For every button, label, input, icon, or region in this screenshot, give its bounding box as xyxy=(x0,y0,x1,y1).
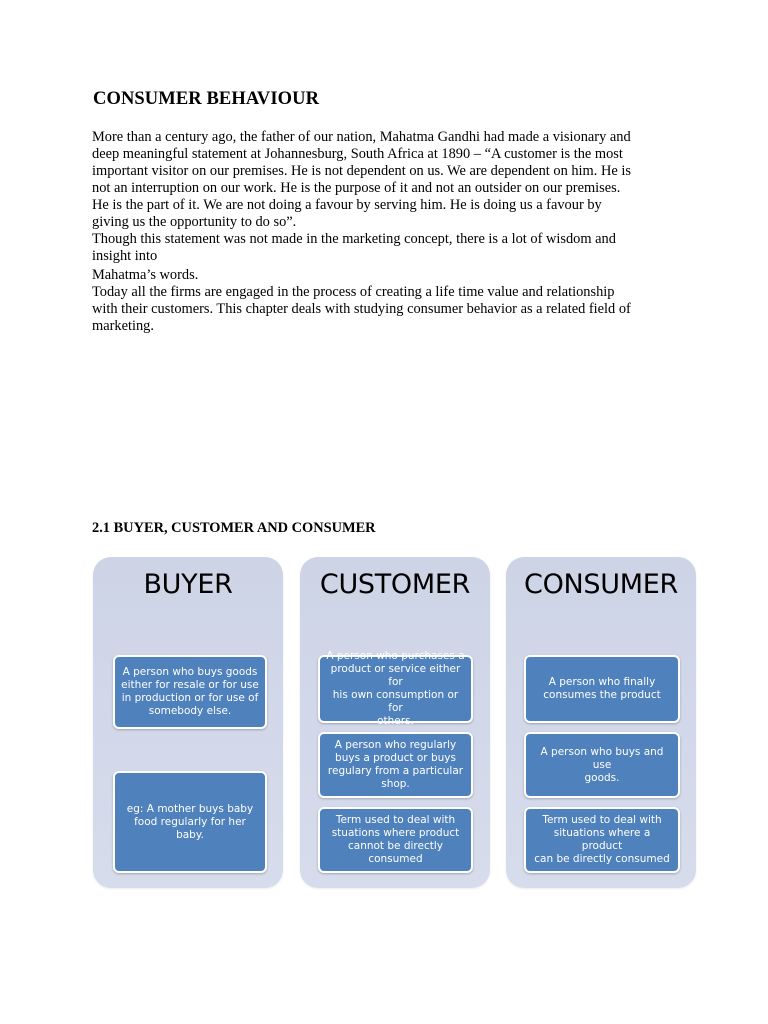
consumer-buys-card xyxy=(524,732,680,798)
card-line: somebody else. xyxy=(148,705,232,717)
consumer-panel-title: CONSUMER xyxy=(524,569,678,600)
customer-regular-card xyxy=(318,732,473,798)
card-line: food regularly for her baby. xyxy=(134,815,246,841)
card-line: stuations where product xyxy=(331,827,460,839)
paragraph-line: marketing. xyxy=(92,318,154,334)
buyer-panel-title: BUYER xyxy=(143,569,233,600)
paragraph-line: Though this statement was not made in the marketing concept, there is a lot of wisdom and xyxy=(92,231,616,247)
card-line: Term used to deal with xyxy=(335,814,456,826)
card-line: A person who regularly xyxy=(334,739,457,751)
customer-term-card xyxy=(318,807,473,873)
paragraph-line: not an interruption on our work. He is the purpose of it and not an outsider on our premises. xyxy=(92,180,621,196)
paragraph-line: Today all the firms are engaged in the process of creating a life time value and relationship xyxy=(92,284,615,300)
paragraph-line: giving us the opportunity to do so”. xyxy=(92,214,297,230)
card-text xyxy=(532,746,672,785)
card-line: A person who finally xyxy=(548,676,656,688)
customer-definition-card xyxy=(318,650,473,727)
consumer-term-card xyxy=(524,807,680,873)
buyer-definition-card xyxy=(113,655,267,729)
consumer-definition-card xyxy=(524,655,680,723)
card-line: Term used to deal with xyxy=(542,814,662,826)
card-line: his own consumption or for xyxy=(332,689,459,714)
paragraph-line: He is the part of it. We are not doing a favour by serving him. He is doing us a favour by xyxy=(92,197,602,213)
card-text xyxy=(121,803,259,842)
buyer-panel xyxy=(93,557,283,888)
card-line: others. xyxy=(377,715,414,727)
card-text xyxy=(532,814,672,866)
card-line: consumes the product xyxy=(543,689,661,701)
consumer-panel xyxy=(506,557,696,888)
card-line: eg: A mother buys baby xyxy=(126,802,254,815)
card-line: regulary from a particular xyxy=(327,765,464,777)
page-title: CONSUMER BEHAVIOUR xyxy=(93,89,320,109)
card-line: consumed xyxy=(368,853,423,865)
card-line: either for resale or for use xyxy=(121,679,259,691)
card-line: goods. xyxy=(584,771,620,784)
card-line: product or service either for xyxy=(330,663,461,688)
paragraph-line: deep meaningful statement at Johannesburg, South Africa at 1890 – “A customer is the most xyxy=(92,146,623,162)
card-line: buys a product or buys xyxy=(335,752,456,764)
customer-panel-title: CUSTOMER xyxy=(319,569,471,600)
card-text xyxy=(121,666,259,718)
card-text xyxy=(328,739,463,791)
customer-panel xyxy=(300,557,490,888)
paragraph-line: insight into xyxy=(92,248,158,264)
paragraph-line: Mahatma’s words. xyxy=(92,267,199,283)
section-heading: 2.1 BUYER, CUSTOMER AND CONSUMER xyxy=(92,520,376,536)
intro-paragraph xyxy=(92,129,692,335)
card-line: in production or for use of xyxy=(121,692,259,704)
card-text xyxy=(543,676,660,702)
card-line: A person who purchases a xyxy=(326,650,465,662)
card-text xyxy=(332,814,460,866)
card-line: A person who buys and use xyxy=(540,745,664,771)
card-line: shop. xyxy=(381,778,410,790)
buyer-example-card xyxy=(113,771,267,873)
card-text xyxy=(326,650,465,728)
paragraph-line: with their customers. This chapter deals with studying consumer behavior as a related field of xyxy=(92,301,631,317)
card-line: cannot be directly xyxy=(347,840,443,852)
card-line: can be directly consumed xyxy=(534,853,670,865)
paragraph-line: important visitor on our premises. He is not dependent on us. We are dependent on him. He is xyxy=(92,163,631,179)
paragraph-line: More than a century ago, the father of our nation, Mahatma Gandhi had made a visionary and xyxy=(92,129,631,145)
card-line: A person who buys goods xyxy=(122,666,258,678)
card-line: situations where a product xyxy=(553,827,651,852)
